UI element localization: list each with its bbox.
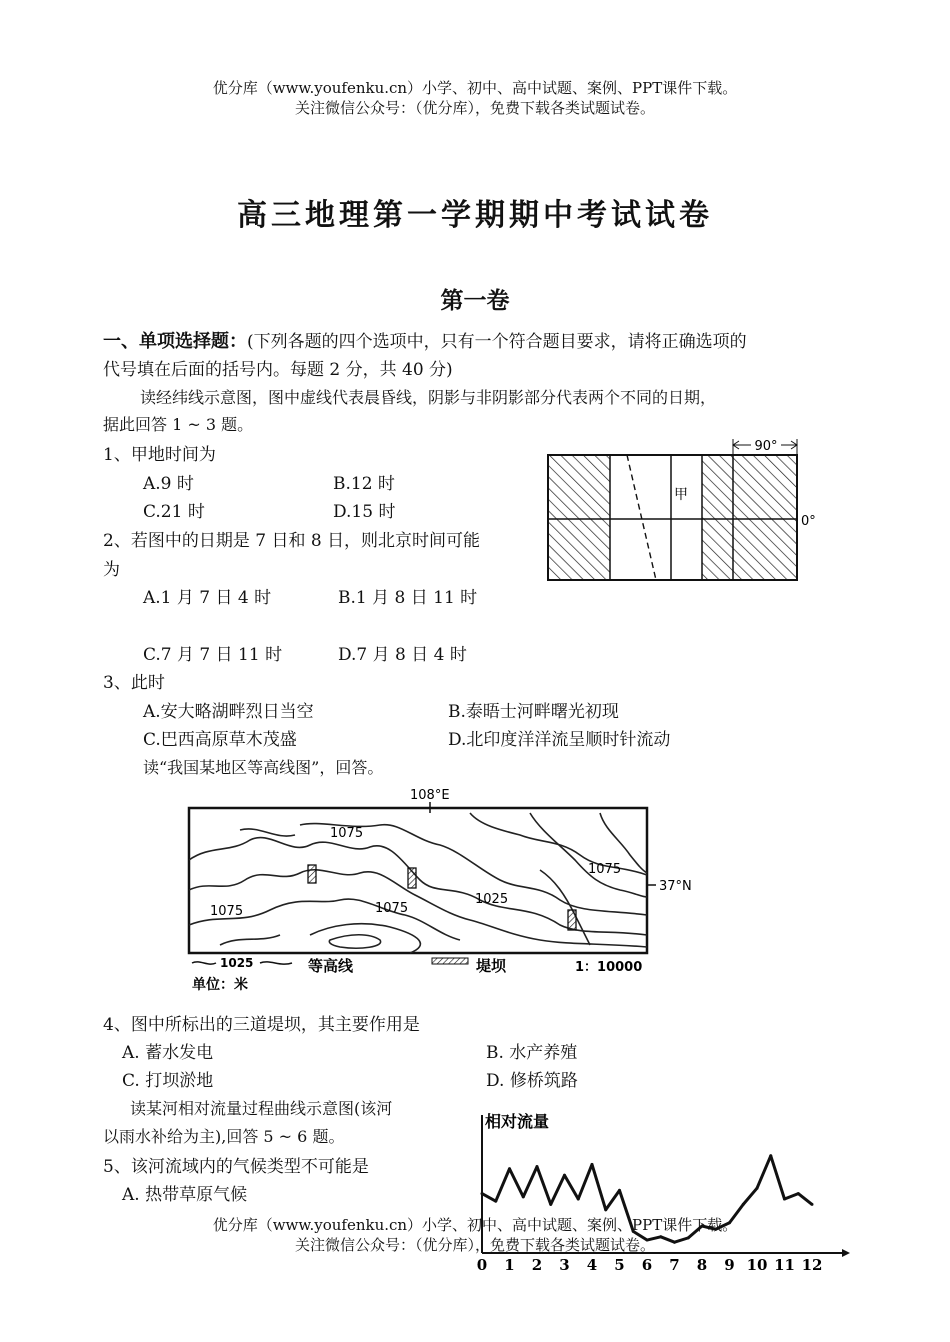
legend-dam-label: 堤坝 [476, 957, 507, 975]
intro-1-line-1: 读经纬线示意图，图中虚线代表晨昏线，阴影与非阴影部分代表两个不同的日期， [140, 388, 717, 407]
x-tick-label: 12 [801, 1256, 823, 1274]
q3-option-d: D.北印度洋洋流呈顺时针流动 [448, 730, 671, 750]
contour-label: 1075 [330, 826, 364, 841]
intro-2: 读“我国某地区等高线图”，回答。 [143, 758, 384, 777]
section-instructions [103, 327, 747, 353]
intro-3-line-2: 以雨水补给为主),回答 5 ~ 6 题。 [103, 1127, 345, 1146]
contour-map [180, 785, 710, 995]
q2-stem-2: 为 [103, 560, 120, 580]
q5-option-a: A. 热带草原气候 [122, 1185, 248, 1205]
data-point [591, 1163, 594, 1166]
data-point [783, 1198, 786, 1201]
q4-option-c: C. 打坝淤地 [122, 1071, 214, 1091]
terminator-line [627, 455, 656, 580]
data-point [742, 1203, 745, 1206]
x-tick-label: 9 [724, 1256, 735, 1274]
x-tick-label: 3 [559, 1256, 570, 1274]
footer-line-2: 关注微信公众号：（优分库），免费下载各类试题试卷。 [294, 1236, 655, 1254]
fig1-point-label: 甲 [674, 487, 688, 503]
x-tick-label: 1 [504, 1256, 515, 1274]
q3-option-b: B.泰晤士河畔曙光初现 [448, 702, 619, 722]
x-tick-label: 0 [476, 1256, 488, 1274]
header-line-1: 优分库（www.youfenku.cn）小学、初中、高中试题、案例、PPT课件下载。 [212, 79, 738, 97]
section-heading: 一、单项选择题： [103, 331, 247, 352]
fig1-top-label: 90° [754, 439, 778, 454]
q2-stem-1: 2、若图中的日期是 7 日和 8 日，则北京时间可能 [103, 531, 481, 551]
q1-option-c: C.21 时 [143, 502, 205, 522]
q2-option-c: C.7 月 7 日 11 时 [143, 645, 283, 665]
x-tick-label: 4 [586, 1256, 598, 1274]
x-tick-label: 11 [774, 1256, 795, 1274]
section-instruction-b: 代号填在后面的括号内。每题 2 分，共 40 分) [103, 360, 453, 380]
contour-label: 1025 [475, 892, 509, 907]
legend-value: 1025 [220, 956, 254, 970]
data-point [536, 1165, 539, 1168]
contour-label: 1075 [210, 904, 244, 919]
legend-contour-swatch [192, 962, 216, 964]
data-point [756, 1187, 759, 1190]
legend-contour-label: 等高线 [308, 957, 354, 975]
data-point [563, 1174, 566, 1177]
q4-option-a: A. 蓄水发电 [122, 1043, 214, 1063]
data-point [811, 1203, 814, 1206]
footer-line-1: 优分库（www.youfenku.cn）小学、初中、高中试题、案例、PPT课件下载。 [212, 1216, 738, 1234]
x-tick-label: 7 [669, 1256, 680, 1274]
q3-stem: 3、此时 [103, 673, 165, 693]
data-point [508, 1167, 511, 1170]
q4-option-b: B. 水产养殖 [486, 1043, 578, 1063]
data-point [549, 1203, 552, 1206]
x-tick-label: 6 [641, 1256, 653, 1274]
fig1-equator-label: 0° [801, 514, 816, 529]
intro-1-line-2: 据此回答 1 ~ 3 题。 [103, 415, 254, 434]
q4-stem: 4、图中所标出的三道堤坝，其主要作用是 [103, 1015, 420, 1035]
data-point [797, 1192, 800, 1195]
q2-option-b: B.1 月 8 日 11 时 [338, 588, 478, 608]
contour-label: 1075 [588, 862, 622, 877]
chart-title: 相对流量 [485, 1112, 550, 1131]
q3-option-a: A.安大略湖畔烈日当空 [143, 702, 314, 722]
shaded-region-left [548, 455, 610, 580]
data-point [604, 1208, 607, 1211]
q3-option-c: C.巴西高原草木茂盛 [143, 730, 297, 750]
data-point [522, 1195, 525, 1198]
q1-option-a: A.9 时 [143, 474, 194, 494]
x-tick-label: 8 [696, 1256, 708, 1274]
legend-contour-swatch [260, 962, 292, 964]
q1-stem: 1、甲地时间为 [103, 445, 216, 465]
contour-label: 1075 [375, 901, 409, 916]
data-point [618, 1189, 621, 1192]
latitude-label: 37°N [659, 879, 692, 894]
x-tick-label: 2 [531, 1256, 543, 1274]
volume-title: 第一卷 [440, 287, 510, 314]
data-point [577, 1198, 580, 1201]
section-instruction-a: (下列各题的四个选项中，只有一个符合题目要求，请将正确选项的 [247, 332, 747, 352]
contour-lines [189, 813, 647, 953]
page-title: 高三地理第一学期期中考试试卷 [237, 198, 713, 233]
longitude-label: 108°E [410, 788, 450, 803]
q2-option-a: A.1 月 7 日 4 时 [143, 588, 272, 608]
legend-dam-swatch [432, 958, 468, 964]
q4-option-d: D. 修桥筑路 [486, 1071, 578, 1091]
x-tick-label: 5 [614, 1256, 625, 1274]
shaded-region-right [702, 455, 797, 580]
lat-lon-diagram [540, 435, 840, 585]
x-tick-label: 10 [746, 1256, 768, 1274]
q1-option-b: B.12 时 [333, 474, 395, 494]
q2-option-d: D.7 月 8 日 4 时 [338, 645, 467, 665]
q5-stem: 5、该河流域内的气候类型不可能是 [103, 1157, 369, 1177]
data-point [494, 1200, 497, 1203]
q1-option-d: D.15 时 [333, 502, 396, 522]
map-unit: 单位：米 [192, 977, 248, 993]
data-point [769, 1154, 772, 1157]
map-scale: 1：10000 [575, 960, 643, 975]
header-line-2: 关注微信公众号：（优分库），免费下载各类试题试卷。 [294, 99, 655, 117]
intro-3-line-1: 读某河相对流量过程曲线示意图(该河 [130, 1099, 393, 1118]
data-point [481, 1192, 484, 1195]
